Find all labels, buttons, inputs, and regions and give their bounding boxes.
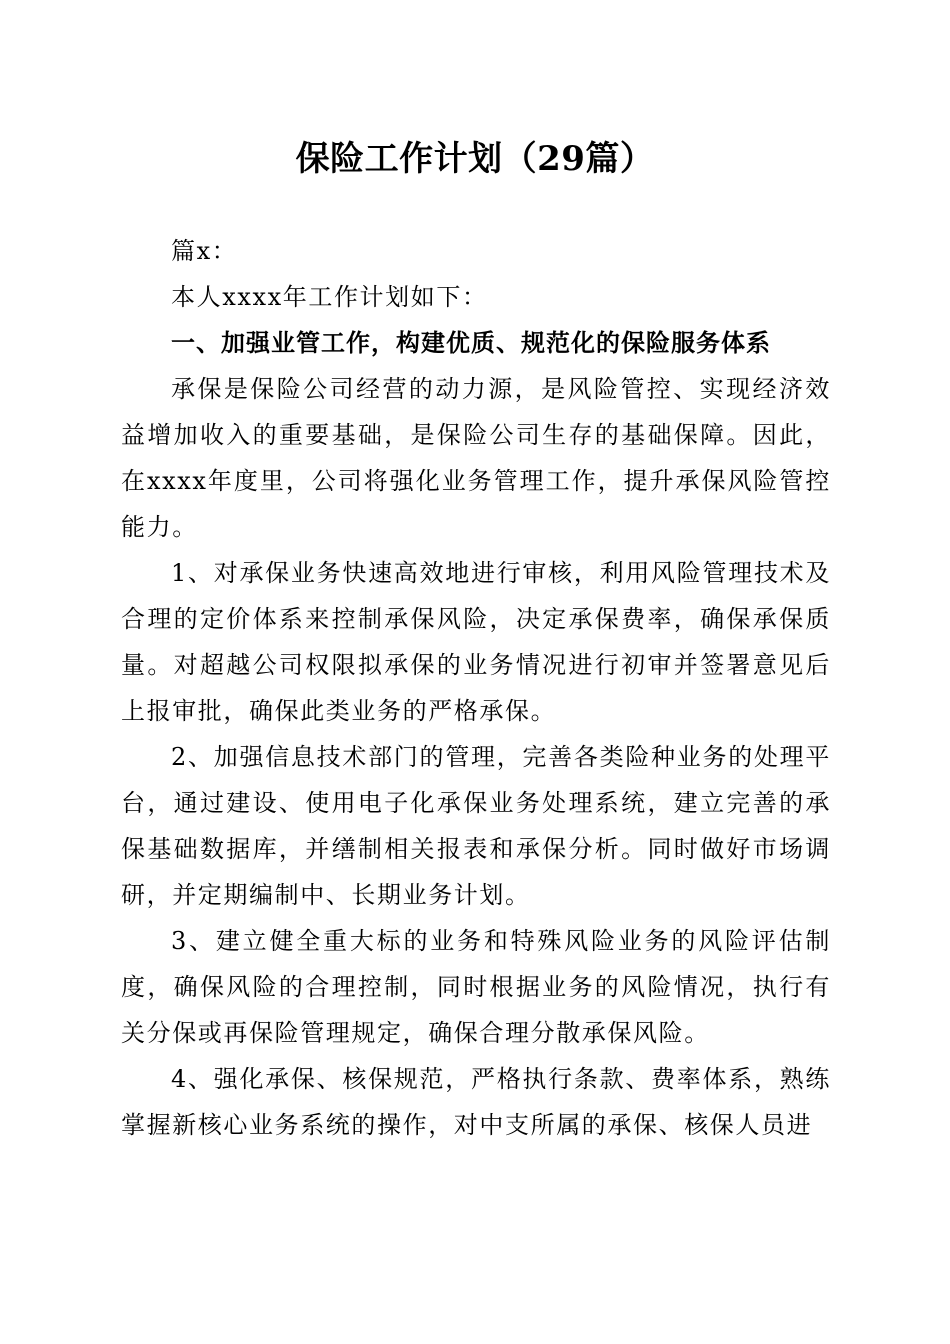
paragraph: 3、建立健全重大标的业务和特殊风险业务的风险评估制度，确保风险的合理控制，同时根据业务的风险情况，执行有关分保或再保险管理规定，确保合理分散承保风险。	[121, 927, 831, 1047]
paragraph: 1、对承保业务快速高效地进行审核，利用风险管理技术及合理的定价体系来控制承保风险，决定承保费率，确保承保质量。对超越公司权限拟承保的业务情况进行初审并签署意见后上报审批，确保此类业务的严格承保。	[121, 559, 831, 725]
page-title: 保险工作计划（29篇）	[295, 139, 655, 179]
document-body	[121, 228, 831, 1148]
section-heading: 一、加强业管工作，构建优质、规范化的保险服务体系	[171, 329, 771, 357]
section-label: 篇x：	[171, 237, 238, 265]
paragraph: 2、加强信息技术部门的管理，完善各类险种业务的处理平台，通过建设、使用电子化承保业务处理系统，建立完善的承保基础数据库，并缮制相关报表和承保分析。同时做好市场调研，并定期编制中、长期业务计划。	[121, 743, 831, 909]
intro-line: 本人xxxx年工作计划如下：	[171, 283, 488, 311]
paragraph: 承保是保险公司经营的动力源，是风险管控、实现经济效益增加收入的重要基础，是保险公司生存的基础保障。因此，在xxxx年度里，公司将强化业务管理工作，提升承保风险管控能力。	[121, 375, 831, 541]
paragraph: 4、强化承保、核保规范，严格执行条款、费率体系，熟练掌握新核心业务系统的操作，对中支所属的承保、核保人员进	[121, 1065, 831, 1139]
